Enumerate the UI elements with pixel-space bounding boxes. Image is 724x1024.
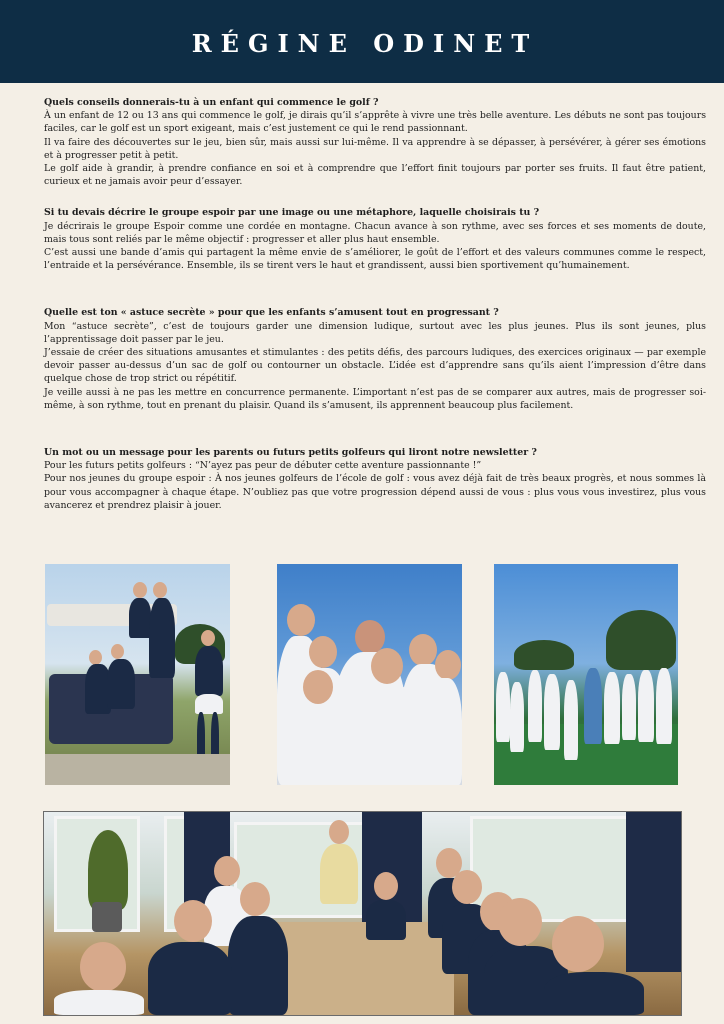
answer-4-paragraph-2: Pour nos jeunes du groupe espoir : À nos jeunes golfeurs de l’école de golf : vous avez déjà fait de très beaux progrès, et nous sommes là pour vous accompagner à chaque étape. N’oubliez pas que votre progression dépend aussi de vous : plus vous vous investirez, plus vous avancerez et prendrez plaisir à jouer. xyxy=(44,473,706,511)
qa-block-4 xyxy=(44,446,706,512)
photo-group-on-green xyxy=(494,564,678,785)
qa-block-1 xyxy=(44,96,706,188)
qa-block-2 xyxy=(44,206,706,272)
page-header xyxy=(0,0,724,83)
answer-2-paragraph-2: C’est aussi une bande d’amis qui partagent la même envie de s’améliorer, le goût de l’effort et des valeurs communes comme le respect, l’entraide et la persévérance. Ensemble, ils se tirent vers le haut et grandissent, aussi bien sportivement qu’humainement. xyxy=(44,247,706,272)
answer-3-paragraph-2: J’essaie de créer des situations amusantes et stimulantes : des petits défis, des parcours ludiques, des exercices originaux — par exemple devoir passer au-dessus d’un sac de golf ou contourner un obstacle. L’idée est d’apprendre sans qu’ils aient l’impression d’être dans quelque chose de trop strict ou répétitif. xyxy=(44,347,706,385)
qa-block-3 xyxy=(44,306,706,412)
answer-3-paragraph-1: Mon “astuce secrète”, c’est de toujours garder une dimension ludique, surtout avec les plus jeunes. Plus ils sont jeunes, plus l’apprentissage doit passer par le jeu. xyxy=(44,320,706,345)
answer-1-paragraph-3: Le golf aide à grandir, à prendre confiance en soi et à comprendre que l’effort finit toujours par porter ses fruits. Il faut être patient, curieux et ne jamais avoir peur d’essayer. xyxy=(44,163,706,188)
answer-3-paragraph-3: Je veille aussi à ne pas les mettre en concurrence permanente. L’important n’est pas de se comparer aux autres, mais de progresser soi-même, à son rythme, tout en prenant du plaisir. Quand ils s’amusent, ils apprennent beaucoup plus facilement. xyxy=(44,386,706,411)
page-title: RÉGINE ODINET xyxy=(191,29,539,58)
answer-4-paragraph-1: Pour les futurs petits golfeurs : “N’ayez pas peur de débuter cette aventure passionnante !” xyxy=(44,460,482,472)
photo-team-lunch xyxy=(43,811,682,1016)
answer-2-paragraph-1: Je décrirais le groupe Espoir comme une cordée en montagne. Chacun avance à son rythme, avec ses forces et ses moments de doute, mais tous sont reliés par le même objectif : progresser et aller plus haut ensemble. xyxy=(44,220,706,245)
question-4: Un mot ou un message pour les parents ou futurs petits golfeurs qui liront notre newsletter ? xyxy=(44,447,537,459)
interview-content xyxy=(44,96,706,512)
photo-golf-cart-group xyxy=(45,564,230,785)
question-3: Quelle est ton « astuce secrète » pour que les enfants s’amusent tout en progressant ? xyxy=(44,307,499,319)
answer-1-paragraph-1: À un enfant de 12 ou 13 ans qui commence le golf, je dirais qu’il s’apprête à vivre une très belle aventure. Les débuts ne sont pas toujours faciles, car le golf est un sport exigeant, mais c’est justement ce qui le rend passionnant. xyxy=(44,110,706,135)
question-2: Si tu devais décrire le groupe espoir par une image ou une métaphore, laquelle choisirais tu ? xyxy=(44,207,540,219)
question-1: Quels conseils donnerais-tu à un enfant qui commence le golf ? xyxy=(44,97,379,108)
photo-team-white-polos xyxy=(277,564,462,785)
answer-1-paragraph-2: Il va faire des découvertes sur le jeu, bien sûr, mais aussi sur lui-même. Il va apprendre à se dépasser, à persévérer, à gérer ses émotions et à progresser petit à petit. xyxy=(44,136,706,161)
